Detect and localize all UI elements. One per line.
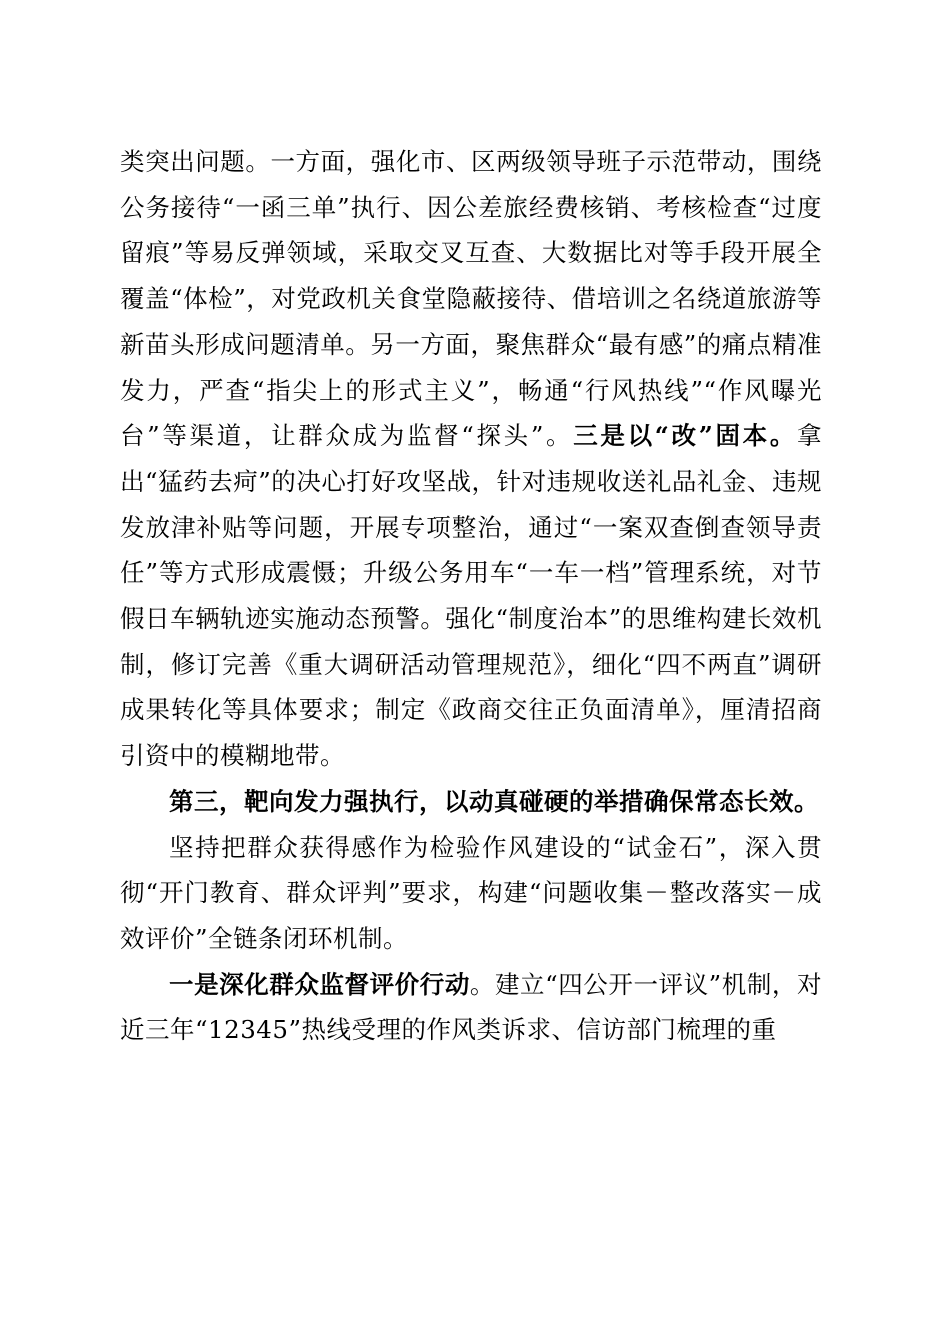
paragraph-text-rest: 拿出“猛药去疴”的决心打好攻坚战，针对违规收送礼品礼金、违规发放津补贴等问题，开展专项整治，通过“一案双查倒查领导责任”等方式形成震慑；升级公务用车“一车一档”管理系统，对节假日车辆轨迹实施动态预警。强化“制度治本”的思维构建长效机制，修订完善《重大调研活动管理规范》，细化“四不两直”调研成果转化等具体要求；制定《政商交往正负面清单》，厘清招商引资中的模糊地带。: [120, 421, 822, 771]
paragraph-lead-bold: 一是深化群众监督评价行动: [169, 969, 470, 999]
document-page: [120, 139, 822, 1053]
paragraph-item-one: [120, 962, 822, 1053]
paragraph-intro: 坚持把群众获得感作为检验作风建设的“试金石”，深入贯彻“开门教育、群众评判”要求，构建“问题收集－整改落实－成效评价”全链条闭环机制。: [120, 832, 822, 953]
paragraph-text: 类突出问题。一方面，强化市、区两级领导班子示范带动，围绕公务接待“一函三单”执行、因公差旅经费核销、考核检查“过度留痕”等易反弹领域，采取交叉互查、大数据比对等手段开展全覆盖“体检”，对党政机关食堂隐蔽接待、借培训之名绕道旅游等新苗头形成问题清单。另一方面，聚焦群众“最有感”的痛点精准发力，严查“指尖上的形式主义”，畅通“行风热线”“作风曝光台”等渠道，让群众成为监督“探头”。: [120, 147, 822, 451]
paragraph-continuation: [120, 139, 822, 779]
paragraph-lead-bold: 三是以“改”固本。: [573, 421, 797, 451]
paragraph-text-rest: 。建立“四公开一评议”机制，对近三年“12345”热线受理的作风类诉求、信访部门梳理的重: [120, 969, 822, 1045]
section-heading-third: 第三，靶向发力强执行，以动真碰硬的举措确保常态长效。: [169, 786, 819, 816]
